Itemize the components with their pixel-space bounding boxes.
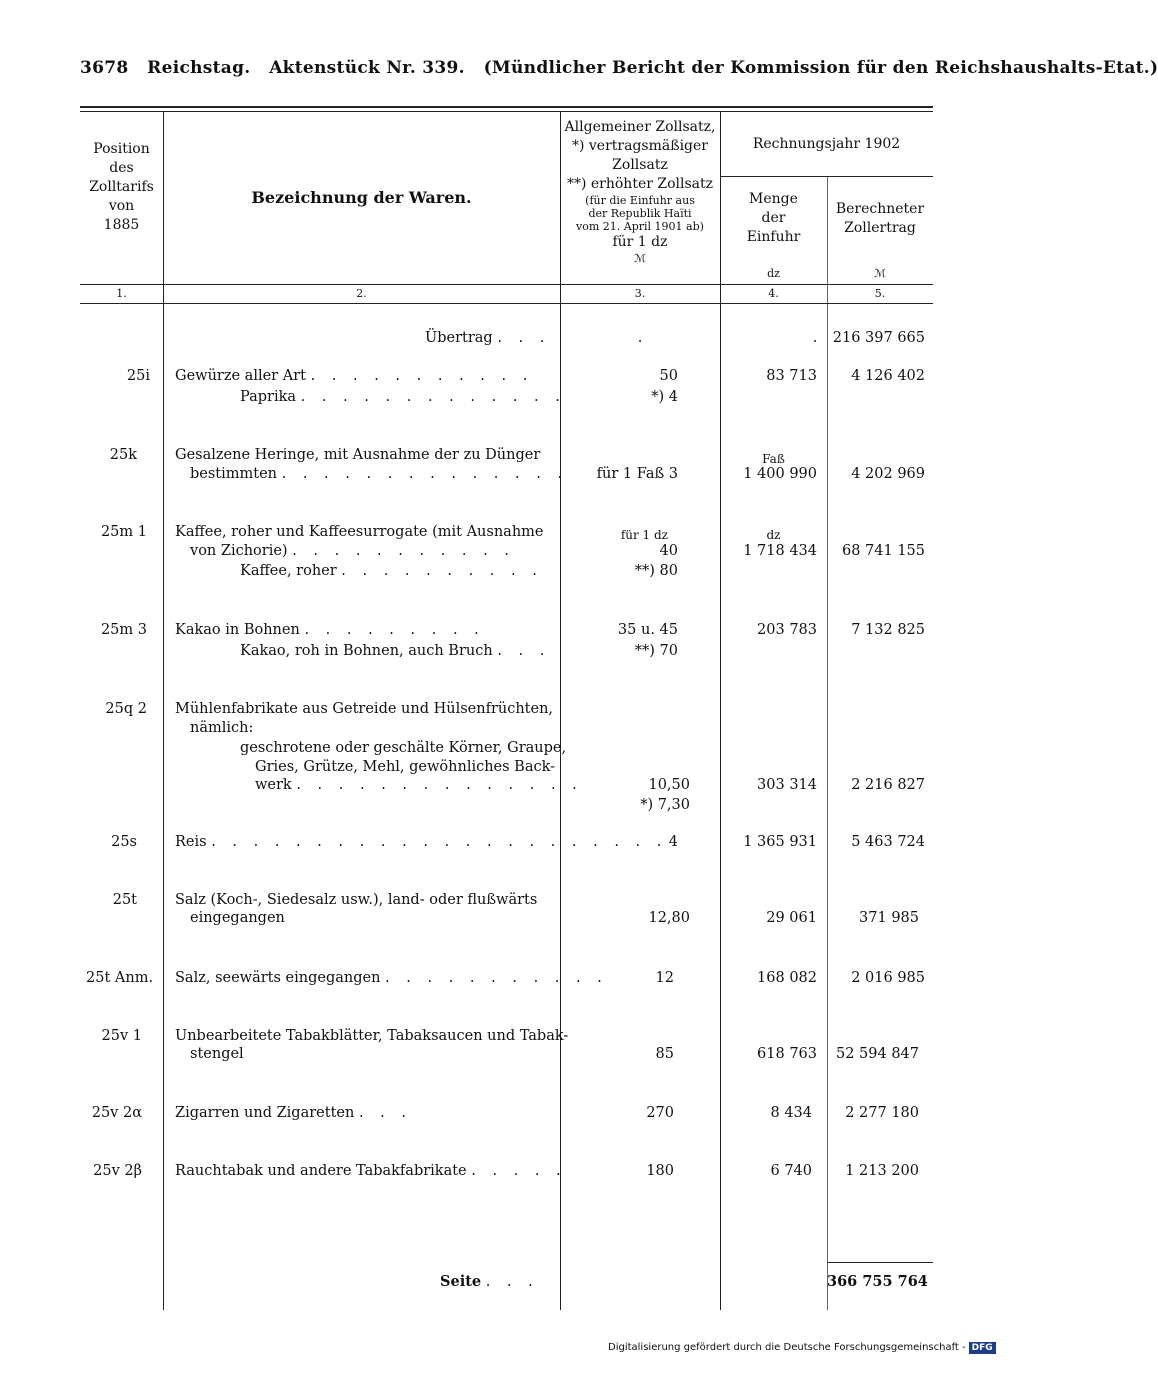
col3-header: Allgemeiner Zollsatz, *) vertragsmäßiger Zollsatz **) erhöhter Zollsatz (für die Einfuhr aus der Republik Haïti vom 21. April 1901 ab) für 1 dz ℳ [564,119,716,266]
header-document: Aktenstück Nr. 339. [269,58,465,78]
c3-25i: 50 [659,368,678,384]
col1-header: Position des Zolltarifs von 1885 [89,141,154,233]
header-rule [80,284,933,285]
col4-header: Menge der Einfuhr [746,191,801,245]
label-25v2a: Zigarren und Zigaretten . . . [175,1105,412,1121]
c4-25s: 1 365 931 [743,834,817,850]
sub1-25q2: geschrotene oder geschälte Körner, Graupe, [240,740,567,756]
label1-25m1: Kaffee, roher und Kaffeesurrogate (mit Ausnahme [175,524,544,540]
c5-25t: 371 985 [859,910,919,926]
c3b-25m1: **) 80 [634,563,678,579]
col-number-1: 1. [116,287,127,300]
uebertrag-c3: . [637,330,643,346]
col-number-5: 5. [874,287,886,300]
c4-25q2: 303 314 [757,777,817,793]
label1-25t: Salz (Koch-, Siedesalz usw.), land- oder flußwärts [175,892,538,908]
label2-25k: bestimmten . . . . . . . . . . . . . . [190,466,569,482]
top-rule [80,106,933,108]
uebertrag-label: Übertrag . . . [425,330,551,346]
label1-25v1: Unbearbeitete Tabakblätter, Tabaksaucen und Tabak- [175,1028,569,1044]
c3-25t-anm: 12 [655,970,674,986]
c5-25v2a: 2 277 180 [845,1105,919,1121]
c3-25s: 4 [668,834,678,850]
sub3-25q2: werk . . . . . . . . . . . . . . [255,777,583,793]
label2-25v1: stengel [190,1046,244,1062]
c5-25v2b: 1 213 200 [845,1163,919,1179]
pos-25s: 25s [111,834,137,850]
c5-25i: 4 126 402 [851,368,925,384]
c4a-25k: Faß [762,452,785,466]
footer-credit: Digitalisierung gefördert durch die Deutsche Forschungsgemeinschaft - DFG [608,1342,996,1354]
label2-25t: eingegangen [190,910,285,926]
pos-25v2a: 25v 2α [91,1105,142,1121]
c5-25q2: 2 216 827 [851,777,925,793]
c4-25i: 83 713 [766,368,817,384]
c3b-25q2: *) 7,30 [640,797,690,813]
c5-25s: 5 463 724 [851,834,925,850]
c4-25v2b: 6 740 [770,1163,812,1179]
seite-total: 366 755 764 [827,1273,928,1290]
label2-25m1: von Zichorie) . . . . . . . . . . . [190,543,515,559]
c5-25v1: 52 594 847 [835,1046,919,1062]
pos-25t: 25t [112,892,137,908]
c3-25m3: 35 u. 45 [617,622,678,638]
pos-25m3: 25m 3 [100,622,147,638]
pos-25k: 25k [109,447,137,463]
c3a-25m1: für 1 dz [620,528,668,542]
pos-25i: 25i [126,368,150,384]
c3b-25i: *) 4 [651,389,678,405]
c4-25m1: 1 718 434 [743,543,817,559]
label-25m3: Kakao in Bohnen . . . . . . . . . [175,622,485,638]
seite-label: Seite . . . [440,1273,539,1290]
c3-25m1: 40 [659,543,678,559]
c3-25k: für 1 Faß 3 [596,466,678,482]
top-rule-thin [80,111,933,112]
c5-25m1: 68 741 155 [841,543,925,559]
col-number-2: 2. [356,287,367,300]
c3-25q2: 10,50 [648,777,690,793]
c4-25v2a: 8 434 [770,1105,812,1121]
col4-unit: dz [767,267,780,280]
header-body: Reichstag. [147,58,251,78]
sub-25i: Paprika . . . . . . . . . . . . . [240,389,566,405]
col5-header: Berechneter Zollertrag [835,201,925,236]
pos-25q2: 25q 2 [105,701,147,717]
sub2-25q2: Gries, Grütze, Mehl, gewöhnliches Back- [255,759,556,775]
page-number: 3678 [80,58,129,78]
c3-25v2a: 270 [646,1105,674,1121]
c4-25t: 29 061 [766,910,817,926]
sub-25m1: Kaffee, roher . . . . . . . . . . [240,563,543,579]
page-header [80,58,1158,78]
label-25s: Reis . . . . . . . . . . . . . . . . . . . . . . [175,834,668,850]
label2-25q2: nämlich: [190,720,254,736]
label-25i: Gewürze aller Art . . . . . . . . . . . [175,368,534,384]
c4-25t-anm: 168 082 [757,970,817,986]
header-subject: (Mündlicher Bericht der Kommission für den Reichshaushalts-Etat.) [483,58,1158,78]
uebertrag-c5: 216 397 665 [832,330,925,346]
number-rule [80,303,933,304]
pos-25v1: 25v 1 [101,1028,142,1044]
col-divider-4 [827,176,828,1310]
group-header: Rechnungsjahr 1902 [752,136,901,152]
col2-header: Bezeichnung der Waren. [251,188,472,207]
pos-25v2b: 25v 2β [93,1163,142,1179]
c5-25t-anm: 2 016 985 [851,970,925,986]
col-number-3: 3. [634,287,646,300]
uebertrag-c4: . [812,330,818,346]
c5-25m3: 7 132 825 [851,622,925,638]
total-rule [827,1262,933,1263]
group-rule [720,176,933,177]
c5-25k: 4 202 969 [851,466,925,482]
c4-25k: 1 400 990 [743,466,817,482]
c3-25v1: 85 [655,1046,674,1062]
label-25t-anm: Salz, seewärts eingegangen . . . . . . . . . . . [175,970,608,986]
dfg-logo: DFG [969,1342,996,1354]
label1-25q2: Mühlenfabrikate aus Getreide und Hülsenfrüchten, [175,701,554,717]
c3-25v2b: 180 [646,1163,674,1179]
pos-25m1: 25m 1 [100,524,147,540]
label-25v2b: Rauchtabak und andere Tabakfabrikate . . . . . [175,1163,567,1179]
c3b-25m3: **) 70 [634,643,678,659]
c4a-25m1: dz [766,528,781,542]
c4-25m3: 203 783 [757,622,817,638]
label1-25k: Gesalzene Heringe, mit Ausnahme der zu Dünger [175,447,541,463]
sub-25m3: Kakao, roh in Bohnen, auch Bruch . . . [240,643,551,659]
col-number-4: 4. [768,287,779,300]
c3-25t: 12,80 [648,910,690,926]
pos-25t-anm: 25t Anm. [86,970,154,986]
c4-25v1: 618 763 [757,1046,817,1062]
col5-unit: ℳ [874,267,886,280]
